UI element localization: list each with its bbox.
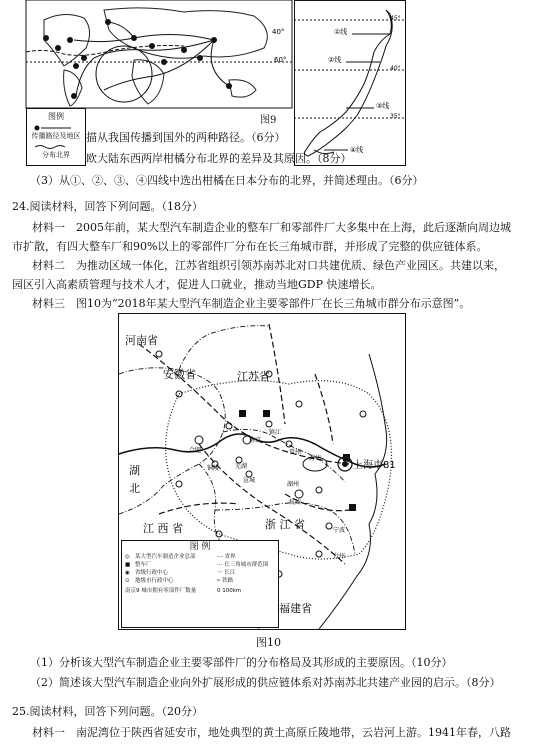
legend-boundary-label: 分布北界 <box>42 151 70 159</box>
q24-m2-line1: 材料二 为推动区域一体化，江苏省组织引领苏南苏北对口共建优质、绿色产业园区。共建以来， <box>32 259 505 272</box>
q25-m1: 材料一 南泥湾位于陕西省延安市，地处典型的黄土高原丘陵地带，云岩河上游。1941年春，八路 <box>32 726 511 739</box>
q24-m3: 材料三 图10为“2018年某大型汽车制造企业主要零部件厂在长三角城市群分布示意图”。 <box>32 297 471 310</box>
q24-heading: 24.阅读材料，回答下列问题。（18分） <box>12 200 203 213</box>
city-suzhou: 苏州 <box>309 455 322 462</box>
city-hefei: 合肥 <box>189 447 202 454</box>
province-zhejiang: 浙 江 省 <box>265 518 305 531</box>
q24-question2: （2）简述该大型汽车制造企业向外扩展形成的供应链体系对苏南苏北共建产业园的启示。（8分） <box>30 676 501 689</box>
city-xuancheng: 宣城 <box>243 477 256 484</box>
province-jiangxi: 江 西 省 <box>143 522 183 535</box>
q24-m1-line1: 材料一 2005年前，某大型汽车制造企业的整车厂和零部件厂大多集中在上海，此后逐渐向周边城 <box>32 221 511 234</box>
province-anhui: 安徽省 <box>163 368 196 381</box>
province-fujian: 福建省 <box>279 602 312 615</box>
map10-legend <box>121 540 279 628</box>
lat-35: 35° <box>390 113 401 120</box>
city-zhenjiang: 镇江 <box>269 429 282 436</box>
plant-marker-1 <box>239 410 246 417</box>
q23-line3: （3）从①、②、③、④四线中选出柑橘在日本分布的北界，并简述理由。（6分） <box>30 174 424 187</box>
city-shanghai: 上海市81 <box>353 460 396 471</box>
legend-river: 长江 <box>224 570 236 576</box>
legend-hq: 某大型汽车制造企业总部 <box>135 554 196 560</box>
assembly-plant-icon: ■ <box>125 562 131 568</box>
fig10-caption: 图10 <box>256 636 281 649</box>
scale-bar: 0 100km <box>217 588 242 594</box>
city-nanjing: 南京 <box>249 437 262 444</box>
q25-heading: 25.阅读材料，回答下列问题。（20分） <box>12 705 203 718</box>
provincial-capital-icon: ◉ <box>125 570 130 576</box>
q24-m1-line2: 市扩散，有四大整车厂和90%以上的零部件厂分布在长三角城市群，并形成了完整的供应链体系。 <box>12 240 488 253</box>
lat-label-40: 40° <box>272 28 285 36</box>
headquarters-icon: ◎ <box>125 554 130 560</box>
line-4-label: ④线 <box>350 146 364 154</box>
legend-plant: 整车厂 <box>135 562 152 568</box>
world-map-legend <box>26 108 86 166</box>
map10-legend-title: 图 例 <box>189 542 211 552</box>
province-jiangsu: 江苏省 <box>237 370 270 383</box>
legend-agglomeration: 长三角城市群范围 <box>224 562 269 568</box>
province-hubei-2: 北 <box>129 482 140 495</box>
q24-question1: （1）分析该大型汽车制造企业主要零部件厂的分布格局及其形成的主要原因。（10分） <box>30 656 453 669</box>
legend-provincial: 省级行政中心 <box>135 570 169 576</box>
legend-route-label: 传播路径及地区 <box>31 132 81 140</box>
city-wuhu: 芜湖 <box>235 463 248 470</box>
city-huzhou: 湖州 <box>287 481 300 488</box>
q23-line1: 描从我国传播到国外的两种路径。（6分） <box>86 131 286 144</box>
lat-label-60: 60° <box>274 56 287 64</box>
japan-inset-svg <box>294 0 406 166</box>
city-taizhou: 台州 <box>333 553 346 560</box>
japan-inset-map <box>294 0 406 166</box>
railway-icon: ┅ <box>217 578 221 584</box>
q24-m2-line2: 园区引入高素质管理与技术人才，促进人口就业，推动当地GDP 快速增长。 <box>12 278 382 291</box>
yangtze-delta-map <box>118 313 406 630</box>
city-hangzhou: 杭州 <box>289 499 302 506</box>
legend-prefecture: 地级市行政中心 <box>135 578 174 584</box>
fig9-label: 图9 <box>260 115 277 126</box>
line-3-label: ③线 <box>376 102 390 110</box>
river-icon: ～ <box>217 570 223 576</box>
agglomeration-icon: ⋯ <box>217 562 223 568</box>
lat-40: 40° <box>390 65 401 72</box>
prefecture-city-icon: ⊙ <box>125 578 130 584</box>
legend-title: 图例 <box>48 112 64 121</box>
lat-45: 45° <box>390 15 401 22</box>
city-changzhou: 常州 <box>289 449 302 456</box>
legend-count: 南京9 城市拥有零部件厂数量 <box>125 588 197 594</box>
legend-railway: 铁路 <box>222 578 234 584</box>
province-henan: 河南省 <box>125 334 158 347</box>
plant-marker-4 <box>263 410 270 417</box>
line-1-label: ①线 <box>334 28 348 36</box>
city-tongling: 铜陵 <box>207 465 220 472</box>
legend-border: 省界 <box>224 554 236 560</box>
plant-marker-3 <box>349 504 356 511</box>
q23-line2: 欧大陆东西两岸柑橘分布北界的差异及其原因。（8分） <box>86 152 352 165</box>
province-border-icon: -·- <box>217 554 223 560</box>
province-hubei-1: 湖 <box>129 464 140 477</box>
city-ningbo: 宁波 <box>333 527 346 534</box>
plant-marker-2 <box>343 454 350 461</box>
line-2-label: ②线 <box>328 56 342 64</box>
